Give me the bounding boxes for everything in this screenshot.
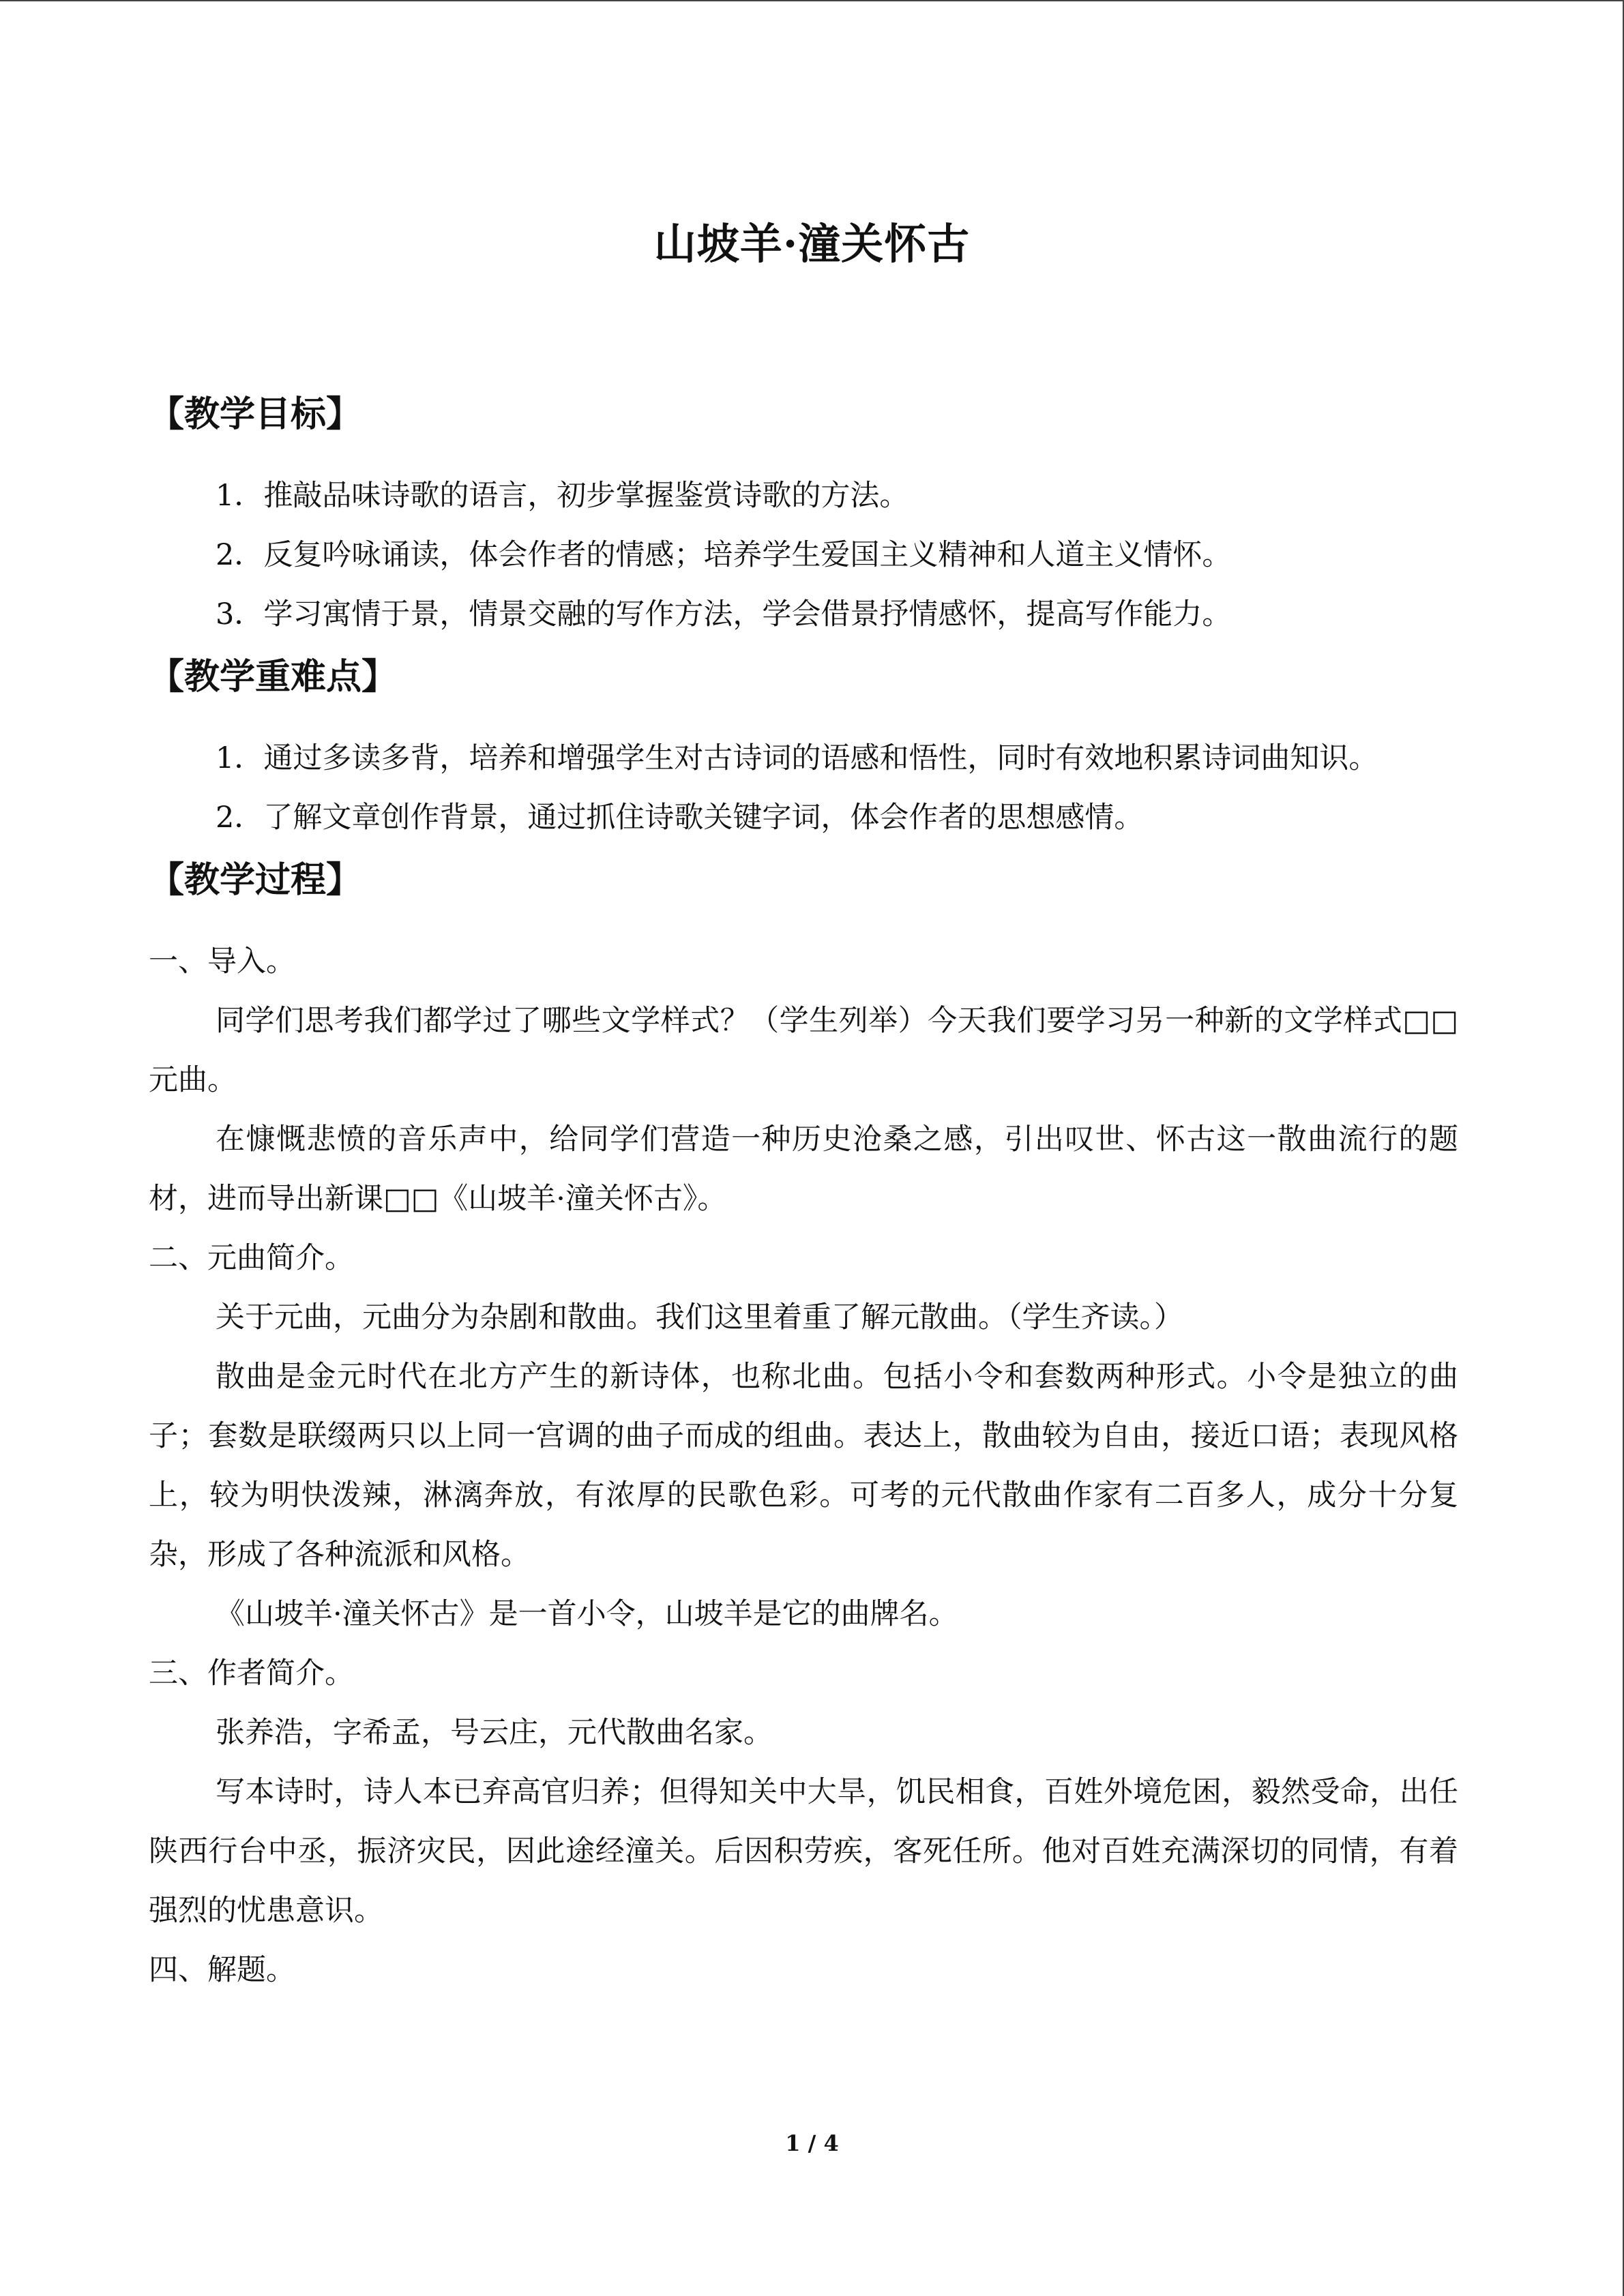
key-point-item: 1．通过多读多背，培养和增强学生对古诗词的语感和悟性，同时有效地积累诗词曲知识。 xyxy=(216,741,1378,775)
document-body xyxy=(149,382,1458,2000)
paragraph: 张养浩，字希孟，号云庄，元代散曲名家。 xyxy=(216,1716,773,1750)
key-point-item: 2．了解文章创作背景，通过抓住诗歌关键字词，体会作者的思想感情。 xyxy=(216,801,1144,835)
paragraph: 关于元曲，元曲分为杂剧和散曲。我们这里着重了解元散曲。（学生齐读。） xyxy=(216,1300,1183,1335)
objective-item: 1．推敲品味诗歌的语言，初步掌握鉴赏诗歌的方法。 xyxy=(216,479,909,513)
section-heading-key-points: 【教学重难点】 xyxy=(149,656,398,698)
section-heading-process: 【教学过程】 xyxy=(149,859,362,901)
paragraph: 在慷慨悲愤的音乐声中，给同学们营造一种历史沧桑之感，引出叹世、怀古这一散曲流行的题材，进而导出新课□□《山坡羊·潼关怀古》。 xyxy=(149,1122,1458,1216)
part-title-author-intro: 三、作者简介。 xyxy=(149,1656,354,1690)
objective-item: 2．反复吟咏诵读，体会作者的情感；培养学生爱国主义精神和人道主义情怀。 xyxy=(216,538,1232,572)
paragraph: 散曲是金元时代在北方产生的新诗体，也称北曲。包括小令和套数两种形式。小令是独立的曲子；套数是联缀两只以上同一宫调的曲子而成的组曲。表达上，散曲较为自由，接近口语；表现风格上，较为明快泼辣，淋漓奔放，有浓厚的民歌色彩。可考的元代散曲作家有二百多人，成分十分复杂，形成了各种流派和风格。 xyxy=(149,1360,1458,1572)
page-number: 1 / 4 xyxy=(785,2130,839,2156)
paragraph: 同学们思考我们都学过了哪些文学样式？（学生列举）今天我们要学习另一种新的文学样式□□元曲。 xyxy=(149,1004,1458,1097)
part-title-explanation: 四、解题。 xyxy=(149,1953,295,1987)
section-heading-objectives: 【教学目标】 xyxy=(149,393,362,435)
part-title-yuanqu-intro: 二、元曲简介。 xyxy=(149,1241,354,1275)
part-title-introduction: 一、导入。 xyxy=(149,944,295,979)
objective-item: 3．学习寓情于景，情景交融的写作方法，学会借景抒情感怀，提高写作能力。 xyxy=(216,597,1232,631)
paragraph: 《山坡羊·潼关怀古》是一首小令，山坡羊是它的曲牌名。 xyxy=(216,1597,958,1631)
paragraph: 写本诗时，诗人本已弃高官归养；但得知关中大旱，饥民相食，百姓外境危困，毅然受命，出任陕西行台中丞，振济灾民，因此途经潼关。后因积劳疾，客死任所。他对百姓充满深切的同情，有着强烈的忧患意识。 xyxy=(149,1775,1458,1928)
document-title: 山坡羊·潼关怀古 xyxy=(653,219,971,269)
